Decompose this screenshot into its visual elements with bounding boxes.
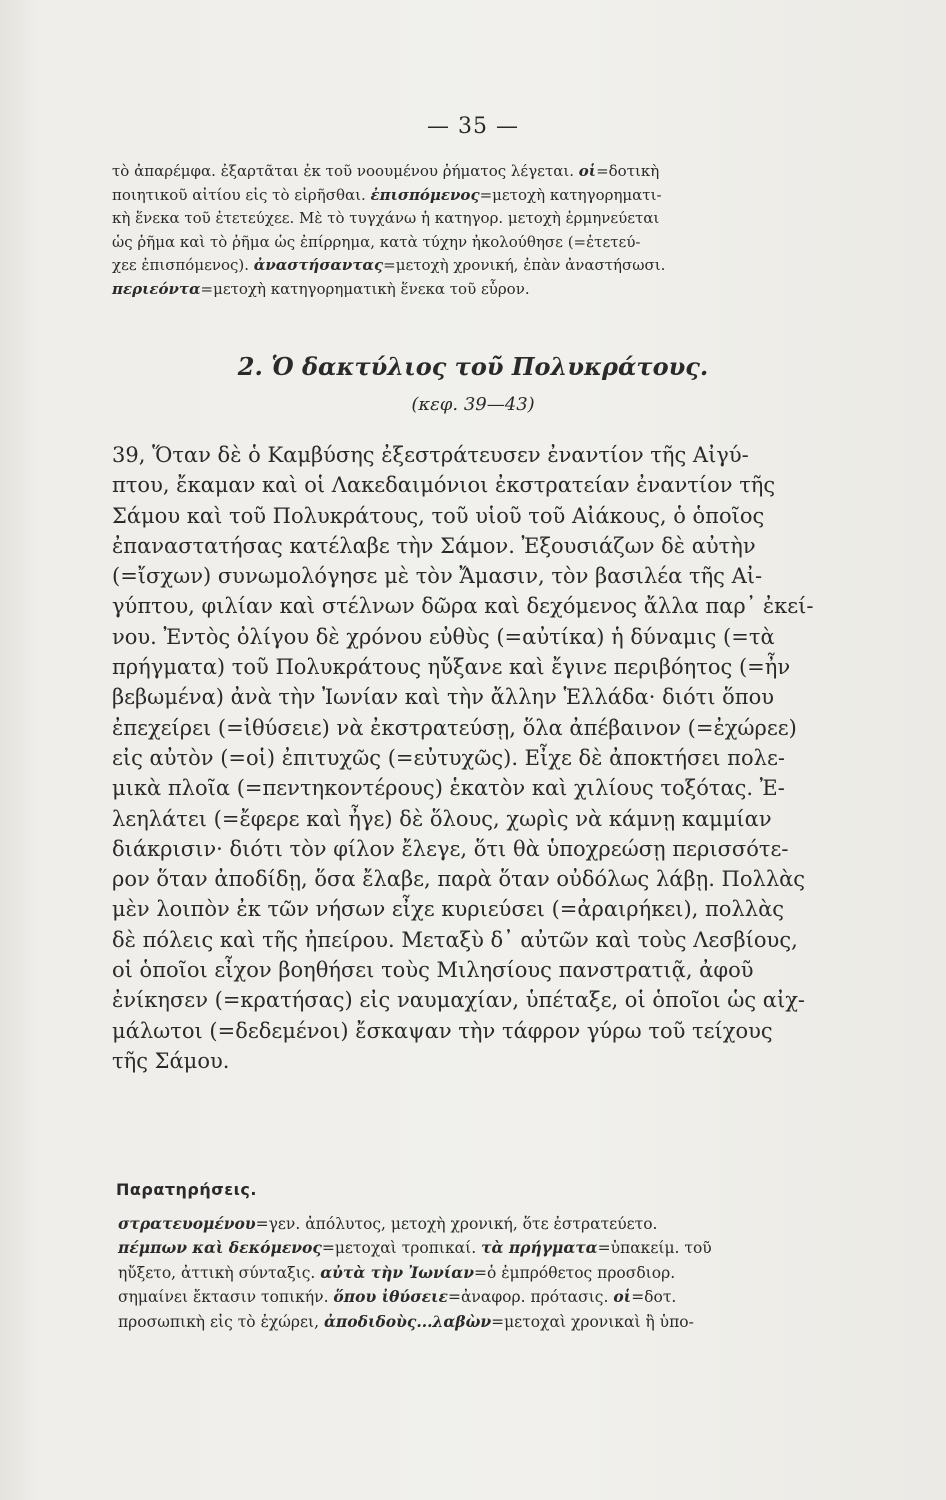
section-subheading: (κεφ. 39—43) bbox=[411, 394, 535, 415]
bottom-notes bbox=[118, 1212, 848, 1334]
remark-term: στρατευομένου bbox=[118, 1214, 256, 1233]
text-line: νου. Ἐντὸς ὀλίγου δὲ χρόνου εὐθὺς (=αὐτίκα) ἡ δύναμις (=τὰ bbox=[112, 624, 775, 649]
main-text bbox=[112, 440, 832, 1076]
remark-text: προσωπικὴ εἰς τὸ ἐχώρει, bbox=[118, 1312, 324, 1331]
text-line: ρον ὅταν ἀποδίδῃ, ὅσα ἔλαβε, παρὰ ὅταν οὐδόλως λάβῃ. Πολλὰς bbox=[112, 867, 806, 892]
remark-text: =ὁ ἐμπρόθετος προσδιορ. bbox=[473, 1263, 676, 1282]
text-line: μάλωτοι (=δεδεμένοι) ἔσκαψαν τὴν τάφρον γύρω τοῦ τείχους bbox=[112, 1018, 773, 1043]
text-line: ἐνίκησεν (=κρατήσας) εἰς ναυμαχίαν, ὑπέταξε, οἱ ὁποῖοι ὡς αἰχ- bbox=[112, 988, 806, 1013]
remark-text: =δοτ. bbox=[631, 1288, 677, 1307]
text-line: ἐπαναστατήσας κατέλαβε τὴν Σάμον. Ἐξουσιάζων δὲ αὐτὴν bbox=[112, 533, 756, 558]
text-line: (=ἴσχων) συνωμολόγησε μὲ τὸν Ἄμασιν, τὸν βασιλέα τῆς Αἰ- bbox=[112, 564, 763, 589]
note-line: χεε ἐπισπόμενος). ἀναστήσαντας=μετοχὴ χρονική, ἐπὰν ἀναστήσωσι. bbox=[112, 256, 666, 275]
section-heading: 2. Ὁ δακτύλιος τοῦ Πολυκράτους. bbox=[237, 352, 709, 381]
top-notes bbox=[112, 160, 852, 302]
note-line: ὡς ῥῆμα καὶ τὸ ῥῆμα ὡς ἐπίρρημα, κατὰ τύχην ἠκολούθησε (=ἐτετεύ- bbox=[112, 232, 641, 251]
remark-term: αὐτὰ τὴν Ἰωνίαν bbox=[320, 1262, 474, 1282]
text-line: μικὰ πλοῖα (=πεντηκοντέρους) ἑκατὸν καὶ χιλίους τοξότας. Ἐ- bbox=[112, 776, 785, 801]
remark-line bbox=[118, 1212, 848, 1236]
remark-text: =γεν. ἀπόλυτος, μετοχὴ χρονική, ὅτε ἐστρατεύετο. bbox=[255, 1215, 658, 1233]
note-line: τὸ ἀπαρέμφα. ἐξαρτᾶται ἐκ τοῦ νοουμένου ῥήματος λέγεται. οἱ=δοτικὴ bbox=[112, 162, 660, 180]
note-line: ποιητικοῦ αἰτίου εἰς τὸ εἰρῆσθαι. ἐπισπόμενος=μετοχὴ κατηγορηματι- bbox=[112, 185, 662, 204]
remark-term: οἱ bbox=[613, 1287, 632, 1307]
remark-term: πέμπων καὶ δεκόμενος bbox=[118, 1238, 322, 1258]
remark-text: σημαίνει ἔκτασιν τοπικήν. bbox=[118, 1288, 334, 1307]
text-line: οἱ ὁποῖοι εἶχον βοηθήσει τοὺς Μιλησίους πανστρατιᾷ, ἀφοῦ bbox=[112, 958, 754, 983]
page-number: — 35 — bbox=[427, 114, 519, 139]
remarks-title: Παρατηρήσεις. bbox=[116, 1180, 257, 1199]
text-line: μὲν λοιπὸν ἐκ τῶν νήσων εἶχε κυριεύσει (=ἀραιρήκει), πολλὰς bbox=[112, 897, 785, 922]
remark-text: ηὔξετο, ἀττικὴ σύνταξις. bbox=[118, 1263, 321, 1282]
remark-line bbox=[118, 1285, 848, 1309]
text-line: λεηλάτει (=ἔφερε καὶ ἦγε) δὲ ὅλους, χωρὶς νὰ κάμνῃ καμμίαν bbox=[112, 806, 772, 831]
text-line: εἰς αὐτὸν (=οἱ) ἐπιτυχῶς (=εὐτυχῶς). Εἶχε δὲ ἀποκτήσει πολε- bbox=[112, 745, 785, 770]
remark-term: τὰ πρήγματα bbox=[481, 1238, 598, 1258]
remark-line bbox=[118, 1310, 848, 1334]
remark-line bbox=[118, 1236, 848, 1260]
remark-term: ἀποδιδοὺς...λαβὼν bbox=[324, 1311, 492, 1331]
text-line: πτου, ἔκαμαν καὶ οἱ Λακεδαιμόνιοι ἐκστρατείαν ἐναντίον τῆς bbox=[112, 473, 776, 498]
text-line: τῆς Σάμου. bbox=[112, 1048, 230, 1073]
remark-text: =μετοχαὶ χρονικαὶ ἢ ὑπο- bbox=[491, 1312, 694, 1331]
text-line: βεβωμένα) ἀνὰ τὴν Ἰωνίαν καὶ τὴν ἄλλην Ἑλλάδα· διότι ὅπου bbox=[112, 685, 774, 710]
remark-text: =ἀναφορ. πρότασις. bbox=[447, 1288, 614, 1307]
text-line: 39, Ὅταν δὲ ὁ Καμβύσης ἐξεστράτευσεν ἐναντίον τῆς Αἰγύ- bbox=[112, 443, 749, 467]
text-line: ἐπεχείρει (=ἰθύσειε) νὰ ἐκστρατεύσῃ, ὅλα ἀπέβαινον (=ἐχώρεε) bbox=[112, 715, 797, 740]
remark-text: =μετοχαὶ τροπικαί. bbox=[321, 1239, 482, 1258]
remark-line bbox=[118, 1261, 848, 1285]
text-line: δὲ πόλεις καὶ τῆς ἠπείρου. Μεταξὺ δ᾽ αὐτῶν καὶ τοὺς Λεσβίους, bbox=[112, 927, 798, 952]
text-line: Σάμου καὶ τοῦ Πολυκράτους, τοῦ υἱοῦ τοῦ Αἰάκους, ὁ ὁποῖος bbox=[112, 503, 765, 528]
remark-text: =ὑπακείμ. τοῦ bbox=[597, 1239, 712, 1258]
text-line: πρήγματα) τοῦ Πολυκράτους ηὔξανε καὶ ἔγινε περιβόητος (=ἦν bbox=[112, 655, 791, 680]
text-line: γύπτου, φιλίαν καὶ στέλνων δῶρα καὶ δεχόμενος ἄλλα παρ᾽ ἐκεί- bbox=[112, 594, 814, 619]
remark-term: ὅπου ἰθύσειε bbox=[333, 1287, 448, 1307]
note-line: κὴ ἕνεκα τοῦ ἐτετεύχεε. Μὲ τὸ τυγχάνω ἡ κατηγορ. μετοχὴ ἑρμηνεύεται bbox=[112, 209, 660, 228]
text-line: διάκρισιν· διότι τὸν φίλον ἔλεγε, ὅτι θὰ ὑποχρεώσῃ περισσότε- bbox=[112, 836, 789, 861]
note-line: περιεόντα=μετοχὴ κατηγορηματικὴ ἕνεκα τοῦ εὗρον. bbox=[112, 279, 530, 298]
